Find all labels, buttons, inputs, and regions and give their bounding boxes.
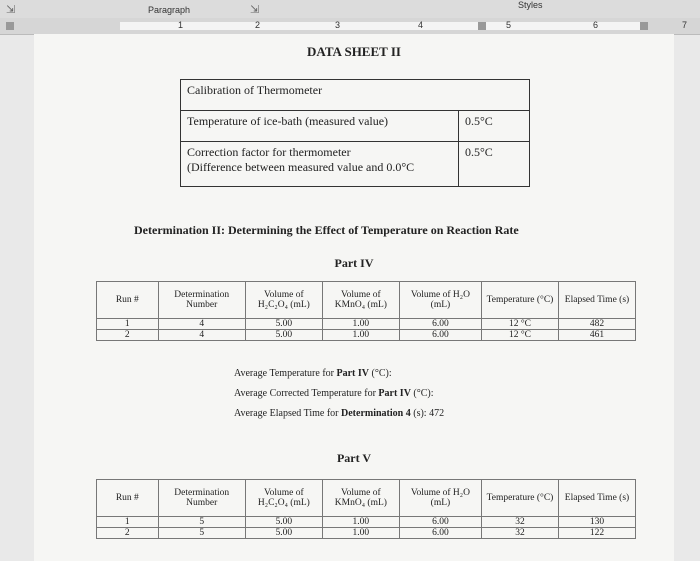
avg-corr-bold: Part IV (378, 388, 411, 399)
table-cell: 5.00 (245, 319, 322, 330)
column-header: Temperature (°C) (481, 480, 558, 517)
column-header: Volume of KMnO₄ (mL) (322, 282, 399, 319)
table-cell: 6.00 (399, 528, 481, 539)
column-header: Elapsed Time (s) (558, 282, 635, 319)
table-cell: 5 (158, 528, 245, 539)
avg-temp-prefix: Average Temperature for (234, 368, 337, 379)
ruler-mark-7: 7 (682, 20, 688, 30)
column-header: Volume of H₂C₂O₄ (mL) (245, 282, 322, 319)
table-cell: 1.00 (322, 517, 399, 528)
table-cell: 5.00 (245, 517, 322, 528)
column-header: Temperature (°C) (481, 282, 558, 319)
avg-corrected-temp-line (234, 388, 434, 399)
avg-corr-suffix: (°C): (410, 388, 434, 399)
part4-title: Part IV (334, 256, 374, 270)
column-header: Volume of H₂C₂O₄ (mL) (245, 480, 322, 517)
avg-time-bold: Determination 4 (341, 408, 411, 419)
part5-title: Part V (336, 451, 372, 465)
table-cell: 1.00 (322, 319, 399, 330)
table-cell: 122 (558, 528, 635, 539)
dialog-launcher-icon[interactable]: ⇲ (6, 4, 16, 16)
table-row (97, 528, 636, 539)
table-cell: 12 °C (481, 319, 558, 330)
part4-table (96, 281, 636, 341)
table-cell: 1.00 (322, 528, 399, 539)
correction-label (181, 142, 459, 187)
ruler-mark-2: 2 (255, 20, 261, 30)
table-cell: 32 (481, 528, 558, 539)
table-header-row (97, 480, 636, 517)
ribbon (0, 0, 700, 18)
ruler-mark-1: 1 (178, 20, 184, 30)
table-cell: 461 (558, 330, 635, 341)
ruler-right-indent-marker[interactable] (640, 22, 648, 30)
document-page[interactable] (34, 34, 674, 561)
ruler-mark-4: 4 (418, 20, 424, 30)
table-cell: 482 (558, 319, 635, 330)
table-cell: 2 (97, 330, 159, 341)
ruler-mark-3: 3 (335, 20, 341, 30)
table-cell: 1 (97, 517, 159, 528)
calibration-table (180, 79, 530, 187)
table-cell: 130 (558, 517, 635, 528)
column-header: Elapsed Time (s) (558, 480, 635, 517)
avg-elapsed-time-line (234, 408, 444, 419)
table-cell: 1.00 (322, 330, 399, 341)
table-cell: 6.00 (399, 330, 481, 341)
table-cell: 6.00 (399, 319, 481, 330)
column-header: Volume of H₂O (mL) (399, 282, 481, 319)
table-cell: 4 (158, 330, 245, 341)
avg-time-prefix: Average Elapsed Time for (234, 408, 342, 419)
ruler-mark-5: 5 (506, 20, 512, 30)
correction-label-line-1: Correction factor for thermometer (187, 145, 351, 159)
avg-temp-bold: Part IV (336, 368, 369, 379)
avg-temp-line (234, 368, 392, 379)
table-cell: 32 (481, 517, 558, 528)
part5-table (96, 479, 636, 539)
column-header: Determination Number (158, 282, 245, 319)
avg-temp-suffix: (°C): (369, 368, 392, 379)
column-header: Run # (97, 480, 159, 517)
ruler-text-area (120, 22, 640, 30)
table-header-row (97, 282, 636, 319)
table-cell: 2 (97, 528, 159, 539)
correction-label-line-2: (Difference between measured value and 0.0°C (187, 160, 415, 174)
table-row (97, 330, 636, 341)
table-row (97, 319, 636, 330)
page-title: DATA SHEET II (307, 44, 401, 59)
column-header: Determination Number (158, 480, 245, 517)
paragraph-launcher-icon[interactable]: ⇲ (250, 4, 260, 16)
ruler-mark-6: 6 (593, 20, 599, 30)
ice-bath-value: 0.5°C (459, 111, 530, 142)
section-heading: Determination II: Determining the Effect of Temperature on Reaction Rate (134, 223, 519, 237)
table-cell: 1 (97, 319, 159, 330)
avg-corr-prefix: Average Corrected Temperature for (234, 388, 379, 399)
table-cell: 4 (158, 319, 245, 330)
column-header: Volume of KMnO₄ (mL) (322, 480, 399, 517)
table-cell: 5.00 (245, 528, 322, 539)
ice-bath-label: Temperature of ice-bath (measured value) (181, 111, 459, 142)
column-header: Volume of H₂O (mL) (399, 480, 481, 517)
table-cell: 5 (158, 517, 245, 528)
calibration-header: Calibration of Thermometer (181, 80, 530, 111)
table-cell: 6.00 (399, 517, 481, 528)
paragraph-group-label[interactable]: Paragraph (148, 5, 191, 15)
column-header: Run # (97, 282, 159, 319)
correction-value: 0.5°C (459, 142, 530, 187)
tab-stop-selector[interactable] (6, 22, 14, 30)
table-row (97, 517, 636, 528)
table-cell: 5.00 (245, 330, 322, 341)
ruler-indent-marker[interactable] (478, 22, 486, 30)
horizontal-ruler[interactable] (0, 18, 700, 35)
avg-time-suffix: (s): 472 (410, 408, 445, 419)
styles-group-label[interactable]: Styles (518, 0, 543, 10)
table-cell: 12 °C (481, 330, 558, 341)
